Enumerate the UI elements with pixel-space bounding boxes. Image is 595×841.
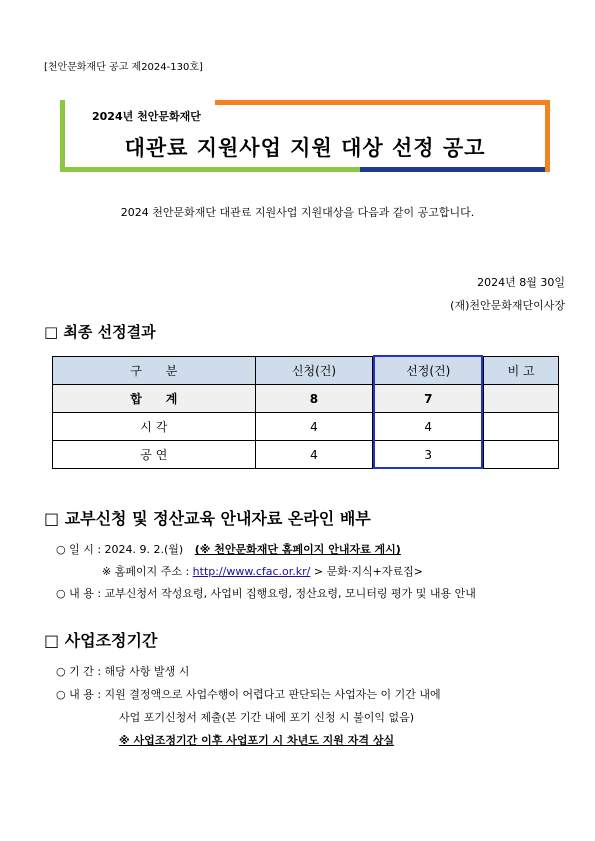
table-cell	[484, 441, 559, 469]
header-cell: 선정(건)	[373, 357, 484, 385]
table-row	[53, 441, 559, 469]
issuer: (재)천안문화재단이사장	[450, 299, 565, 312]
table-cell: 합 계	[53, 385, 256, 413]
table-cell: 3	[373, 441, 484, 469]
adjustment-warning: ※ 사업조정기간 이후 사업포기 시 차년도 지원 자격 상실	[119, 734, 395, 747]
homepage-label: ※ 홈페이지 주소 :	[102, 565, 190, 578]
table-cell	[484, 385, 559, 413]
schedule-note: (※ 천안문화재단 홈페이지 안내자료 게시)	[194, 543, 401, 556]
adjustment-content-line1: ○ 내 용 : 지원 결정액으로 사업수행이 어렵다고 판단되는 사업자는 이 기간 내에	[56, 688, 441, 701]
adjustment-content-line2: 사업 포기신청서 제출(본 기간 내에 포기 신청 시 불이익 없음)	[119, 711, 415, 724]
table-row	[53, 413, 559, 441]
schedule-line	[56, 541, 401, 557]
table-cell: 시 각	[53, 413, 256, 441]
header-cell: 비 고	[484, 357, 559, 385]
table-header-row	[53, 357, 559, 385]
page-title: 대관료 지원사업 지원 대상 선정 공고	[124, 136, 486, 160]
section-adjustment-period-title: □ 사업조정기간	[44, 631, 158, 650]
header-cell: 구 분	[53, 357, 256, 385]
schedule-label: ○ 일 시 : 2024. 9. 2.(월)	[56, 543, 184, 556]
notice-date: 2024년 8월 30일	[477, 276, 565, 289]
homepage-link[interactable]: http://www.cfac.or.kr/	[192, 565, 311, 578]
section-final-results-title: □ 최종 선정결과	[44, 323, 156, 341]
section-online-distribution-title: □ 교부신청 및 정산교육 안내자료 온라인 배부	[44, 509, 371, 528]
table-cell: 4	[373, 413, 484, 441]
orange-bar-top	[215, 100, 550, 105]
notice-number: [천안문화재단 공고 제2024-130호]	[44, 62, 203, 73]
homepage-path: > 문화·지식+자료집>	[313, 565, 423, 578]
content-line: ○ 내 용 : 교부신청서 작성요령, 사업비 집행요령, 정산요령, 모니터링 평가 및 내용 안내	[56, 587, 476, 600]
navy-bar-bottom	[360, 167, 545, 172]
table-cell: 7	[373, 385, 484, 413]
homepage-line	[102, 563, 423, 579]
green-bar-bottom	[60, 167, 360, 172]
table-cell: 4	[255, 413, 373, 441]
header-cell: 신청(건)	[255, 357, 373, 385]
table-row	[53, 385, 559, 413]
table-cell: 공 연	[53, 441, 256, 469]
table-cell: 4	[255, 441, 373, 469]
intro-text: 2024 천안문화재단 대관료 지원사업 지원대상을 다음과 같이 공고합니다.	[120, 206, 475, 219]
results-table	[52, 356, 559, 469]
period-line: ○ 기 간 : 해당 사항 발생 시	[56, 665, 190, 678]
table-cell: 8	[255, 385, 373, 413]
table-cell	[484, 413, 559, 441]
header-subtitle: 2024년 천안문화재단	[92, 110, 201, 123]
